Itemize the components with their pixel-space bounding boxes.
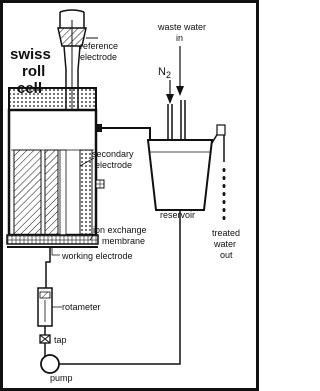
ion-exchange-label-2: membrane — [102, 236, 146, 246]
reference-electrode-label-1: reference — [80, 41, 119, 51]
title-line-2: roll — [22, 63, 46, 80]
treated-water-label-1: treated — [212, 228, 241, 238]
cell-roll-mid — [45, 150, 58, 235]
tap — [40, 335, 50, 343]
cell-outlet — [96, 124, 102, 132]
pump — [41, 355, 59, 373]
reservoir — [148, 140, 212, 210]
cell-roll-left — [14, 150, 41, 235]
reference-electrode-label-2: electrode — [80, 52, 118, 62]
treated-water-label-2: water — [214, 239, 237, 249]
waste-water-arrowhead — [176, 86, 184, 96]
overflow-cap — [217, 125, 225, 135]
title-line-1: swiss — [10, 46, 51, 63]
pump-label: pump — [50, 373, 73, 383]
secondary-electrode-label-1: secondary — [92, 149, 134, 159]
reservoir-label: reservoir — [160, 210, 196, 220]
treated-water-label-3: out — [220, 250, 233, 260]
secondary-electrode-label-2: electrode — [95, 160, 133, 170]
cell-lid — [9, 88, 96, 110]
ion-exchange-label-1: ion exchange — [93, 225, 147, 235]
waste-water-label-2: in — [176, 33, 184, 43]
n2-arrowhead — [166, 94, 174, 104]
side-terminal — [96, 180, 104, 188]
working-electrode-label: working electrode — [62, 251, 133, 261]
treated-water-drops — [223, 168, 226, 220]
n2-subscript: 2 — [166, 70, 172, 80]
tap-label: tap — [54, 335, 67, 345]
n2-label: N — [158, 66, 166, 78]
waste-water-label-1: waste water — [158, 22, 207, 32]
cell-gap — [60, 150, 66, 235]
ion-exchange-membrane — [7, 235, 98, 244]
rotameter-float — [40, 292, 50, 298]
rotameter-label: rotameter — [62, 302, 101, 312]
